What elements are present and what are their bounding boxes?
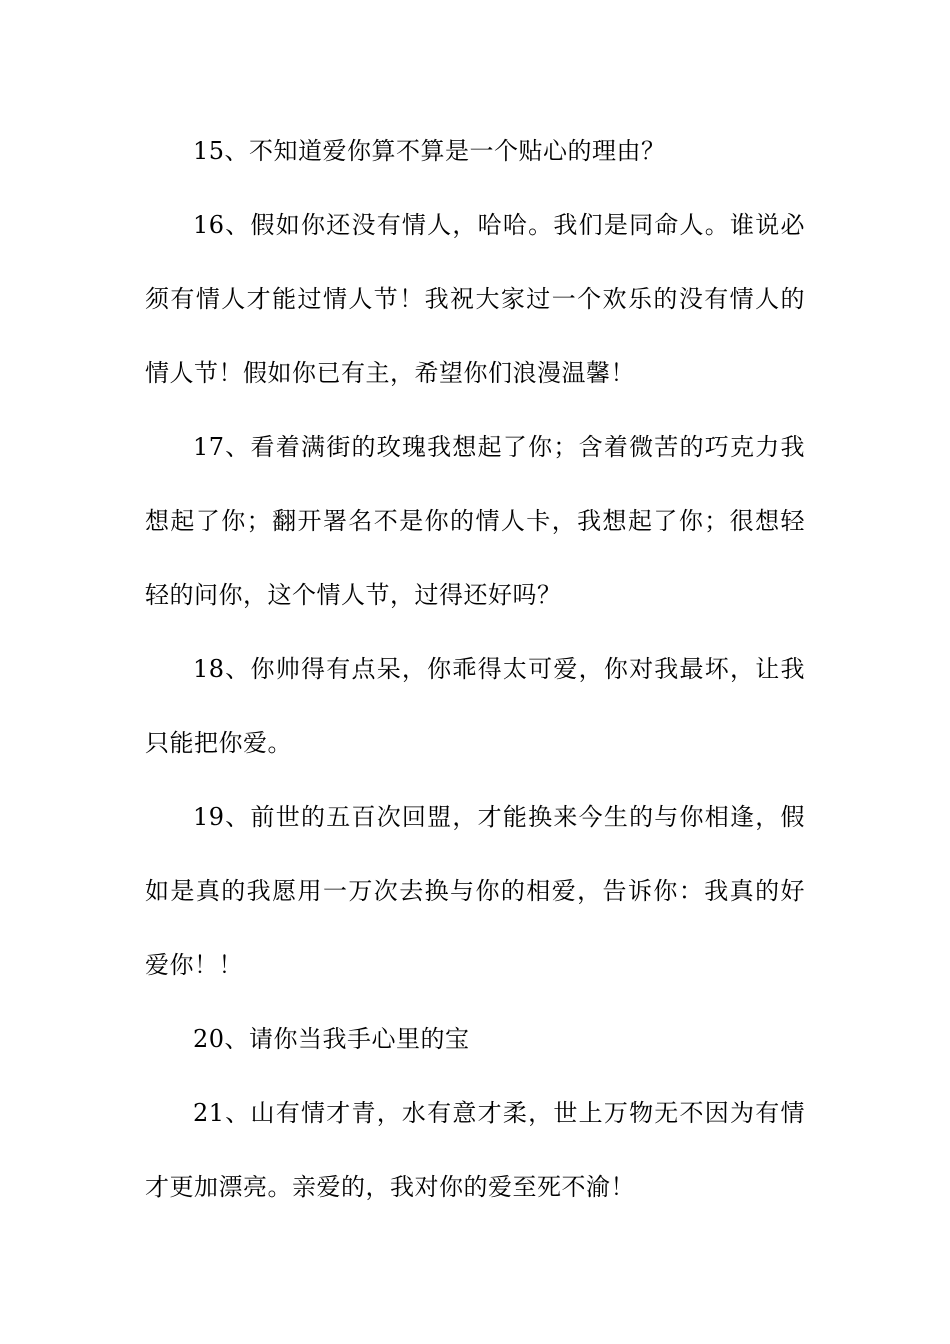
paragraph-16: 16、假如你还没有情人，哈哈。我们是同命人。谁说必须有情人才能过情人节！我祝大家过一个欢乐的没有情人的情人节！假如你已有主，希望你们浪漫温馨！ — [145, 211, 805, 387]
paragraph-18: 18、你帅得有点呆，你乖得太可爱，你对我最坏，让我只能把你爱。 — [145, 655, 805, 757]
document-body — [145, 114, 805, 1224]
paragraph-17: 17、看着满街的玫瑰我想起了你；含着微苦的巧克力我想起了你；翻开署名不是你的情人卡，我想起了你；很想轻轻的问你，这个情人节，过得还好吗？ — [145, 433, 805, 609]
paragraph-21: 21、山有情才青，水有意才柔，世上万物无不因为有情才更加漂亮。亲爱的，我对你的爱至死不渝！ — [145, 1099, 805, 1201]
paragraph-15: 15、不知道爱你算不算是一个贴心的理由？ — [193, 137, 666, 165]
paragraph-19: 19、前世的五百次回盟，才能换来今生的与你相逢，假如是真的我愿用一万次去换与你的相爱，告诉你：我真的好爱你！！ — [145, 803, 805, 979]
paragraph-20: 20、请你当我手心里的宝 — [193, 1025, 470, 1053]
